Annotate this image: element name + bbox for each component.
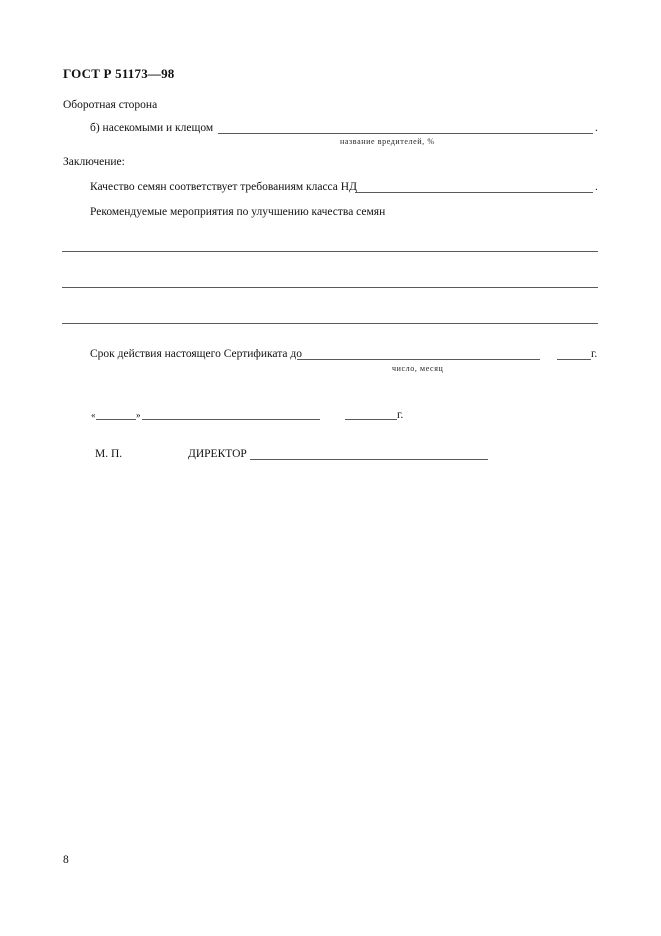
date-day-line[interactable] <box>96 419 136 420</box>
date-open-quote: « <box>91 410 96 420</box>
measures-label: Рекомендуемые мероприятия по улучшению качества семян <box>90 206 386 218</box>
date-close-quote: » <box>136 410 141 420</box>
measures-input-line-2[interactable] <box>62 287 598 288</box>
pests-label: б) насекомыми и клещом <box>90 122 214 134</box>
document-code: ГОСТ Р 51173—98 <box>63 66 175 81</box>
validity-year-line[interactable] <box>557 359 591 360</box>
date-month-line[interactable] <box>142 419 320 420</box>
measures-input-line-3[interactable] <box>62 323 598 324</box>
validity-caption: число, месяц <box>392 364 444 373</box>
date-year-suffix: г. <box>397 409 404 421</box>
pests-caption: название вредителей, % <box>340 137 435 146</box>
stamp-label: М. П. <box>95 448 123 460</box>
quality-input-line[interactable] <box>355 192 593 193</box>
quality-end-mark: . <box>595 181 598 193</box>
validity-label: Срок действия настоящего Сертификата до <box>90 348 302 360</box>
reverse-side-label: Оборотная сторона <box>63 99 158 111</box>
pests-end-mark: . <box>595 122 598 134</box>
director-label: ДИРЕКТОР <box>188 448 247 460</box>
quality-label: Качество семян соответствует требованиям класса НД <box>90 181 357 193</box>
page-number: 8 <box>63 854 69 866</box>
date-year-line[interactable] <box>345 419 397 420</box>
validity-year-suffix: г. <box>591 348 598 360</box>
conclusion-heading: Заключение: <box>63 156 125 168</box>
measures-input-line-1[interactable] <box>62 251 598 252</box>
validity-date-line[interactable] <box>297 359 540 360</box>
pests-input-line[interactable] <box>218 133 593 134</box>
director-signature-line[interactable] <box>250 459 488 460</box>
